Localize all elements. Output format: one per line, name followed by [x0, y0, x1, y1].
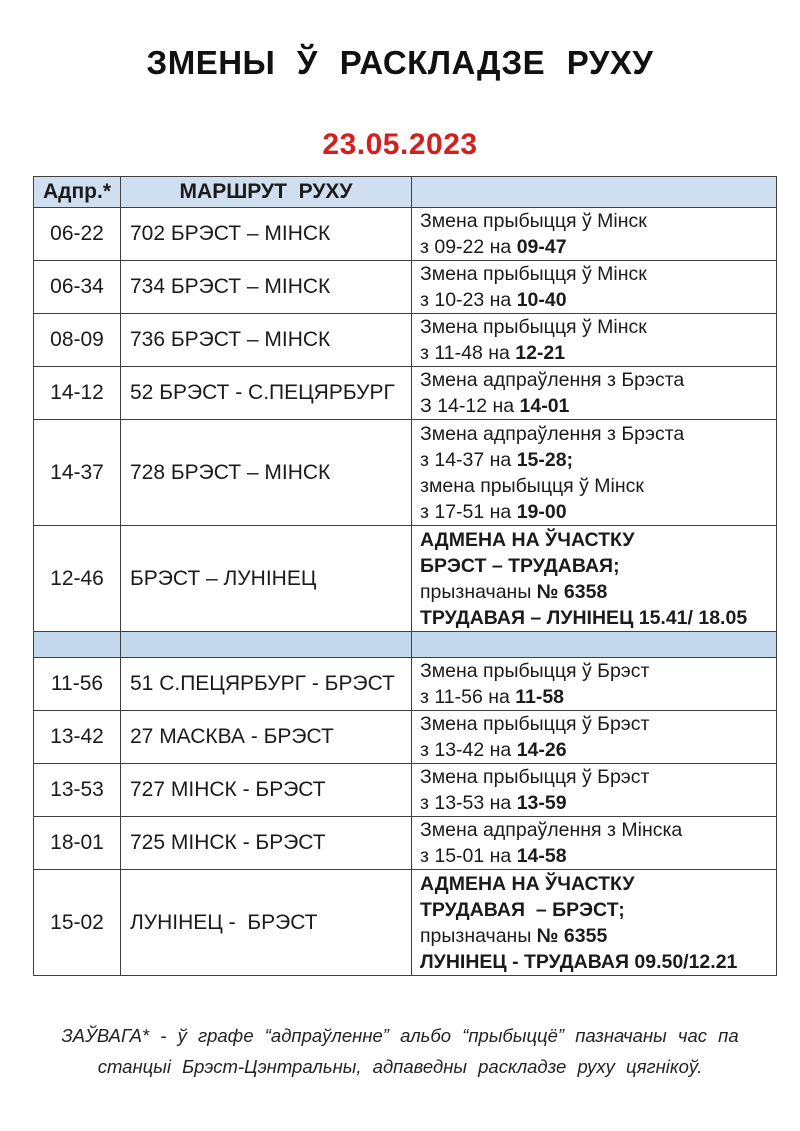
document-date: 23.05.2023 [322, 128, 478, 161]
departure-time: 06-34 [34, 261, 121, 314]
table-row [34, 658, 777, 711]
departure-time: 14-12 [34, 367, 121, 420]
departure-time: 06-22 [34, 208, 121, 261]
table-row [34, 764, 777, 817]
change-note: Змена прыбыцця ў Мінск з 10-23 на 10-40 [412, 261, 777, 314]
departure-time: 15-02 [34, 870, 121, 976]
change-note: Змена прыбыцця ў Брэст з 13-53 на 13-59 [412, 764, 777, 817]
departure-time: 12-46 [34, 526, 121, 632]
table-row [34, 526, 777, 632]
route: 52 БРЭСТ - С.ПЕЦЯРБУРГ [121, 367, 412, 420]
document-title: ЗМЕНЫ Ў РАСКЛАДЗЕ РУХУ [146, 44, 654, 81]
departure-time: 11-56 [34, 658, 121, 711]
table-row [34, 817, 777, 870]
route: 27 МАСКВА - БРЭСТ [121, 711, 412, 764]
table-row [34, 261, 777, 314]
departure-time: 14-37 [34, 420, 121, 526]
route: 51 С.ПЕЦЯРБУРГ - БРЭСТ [121, 658, 412, 711]
route: 736 БРЭСТ – МІНСК [121, 314, 412, 367]
footnote-line-2: станцыі Брэст-Цэнтральны, адпаведны раскладзе руху цягнікоў. [97, 1056, 703, 1077]
separator-cell [34, 632, 121, 658]
route: 727 МІНСК - БРЭСТ [121, 764, 412, 817]
footnote-line-1: ЗАЎВАГА* - ў графе “адпраўленне” альбо “прыбыццё” пазначаны час па [61, 1025, 739, 1046]
separator-cell [412, 632, 777, 658]
table-row [34, 420, 777, 526]
table-header-row [34, 177, 777, 208]
route: 728 БРЭСТ – МІНСК [121, 420, 412, 526]
schedule-table [33, 176, 777, 976]
col-header-route: МАРШРУТ РУХУ [121, 177, 412, 208]
change-note: Змена адпраўлення з Мінска з 15-01 на 14-58 [412, 817, 777, 870]
change-note: Змена прыбыцця ў Брэст з 13-42 на 14-26 [412, 711, 777, 764]
table-row [34, 711, 777, 764]
route: БРЭСТ – ЛУНІНЕЦ [121, 526, 412, 632]
change-note: Змена прыбыцця ў Мінск з 09-22 на 09-47 [412, 208, 777, 261]
route: 725 МІНСК - БРЭСТ [121, 817, 412, 870]
separator-row [34, 632, 777, 658]
route: ЛУНІНЕЦ - БРЭСТ [121, 870, 412, 976]
change-note: Змена адпраўлення з Брэста з 14-37 на 15-28; змена прыбыцця ў Мінск з 17-51 на 19-00 [412, 420, 777, 526]
departure-time: 08-09 [34, 314, 121, 367]
route: 734 БРЭСТ – МІНСК [121, 261, 412, 314]
departure-time: 13-53 [34, 764, 121, 817]
table-row [34, 314, 777, 367]
change-note: АДМЕНА НА ЎЧАСТКУ ТРУДАВАЯ – БРЭСТ; прызначаны № 6355 ЛУНІНЕЦ - ТРУДАВАЯ 09.50/12.21 [412, 870, 777, 976]
col-header-departure: Адпр.* [34, 177, 121, 208]
table-row [34, 870, 777, 976]
departure-time: 18-01 [34, 817, 121, 870]
col-header-note [412, 177, 777, 208]
table-row [34, 208, 777, 261]
change-note: Змена прыбыцця ў Брэст з 11-56 на 11-58 [412, 658, 777, 711]
departure-time: 13-42 [34, 711, 121, 764]
footnote [0, 1020, 800, 1082]
table-row [34, 367, 777, 420]
change-note: АДМЕНА НА ЎЧАСТКУ БРЭСТ – ТРУДАВАЯ; прызначаны № 6358 ТРУДАВАЯ – ЛУНІНЕЦ 15.41/ 18.05 [412, 526, 777, 632]
separator-cell [121, 632, 412, 658]
change-note: Змена прыбыцця ў Мінск з 11-48 на 12-21 [412, 314, 777, 367]
route: 702 БРЭСТ – МІНСК [121, 208, 412, 261]
change-note: Змена адпраўлення з Брэста З 14-12 на 14-01 [412, 367, 777, 420]
